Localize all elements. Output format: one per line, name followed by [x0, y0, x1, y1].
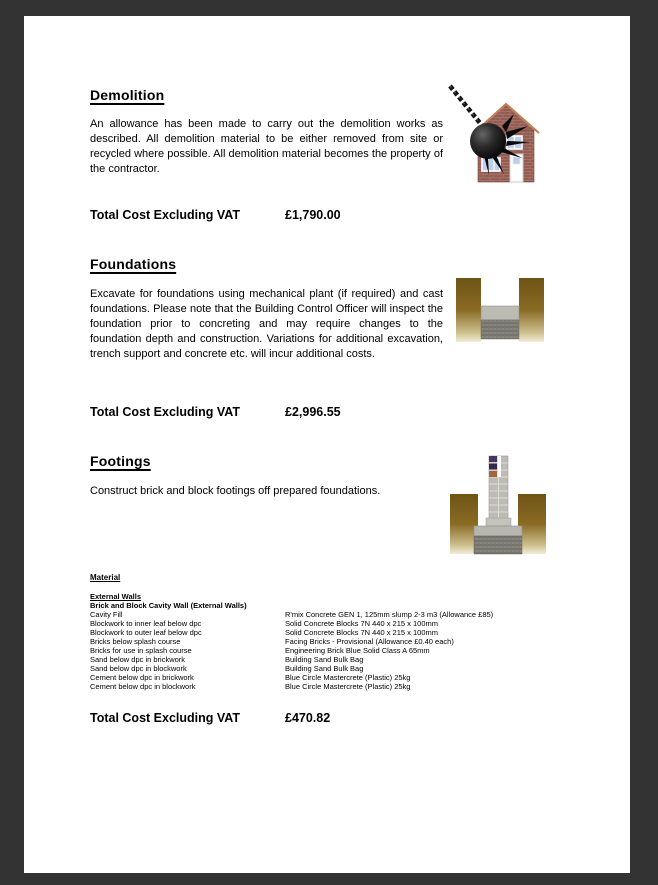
- total-label: Total Cost Excluding VAT: [90, 208, 240, 222]
- section-body-foundations: Excavate for foundations using mechanical plant (if required) and cast foundations. Please note that the Building Control Officer will inspect the foundation prior to concreting and may require changes to the foundation depth and construction. Variations for additional excavation, trench support and concrete etc. will incur additional costs.: [90, 288, 443, 360]
- section-body-footings: Construct brick and block footings off prepared foundations.: [90, 485, 381, 497]
- total-value: £470.82: [285, 711, 331, 725]
- total-label: Total Cost Excluding VAT: [90, 711, 240, 725]
- material-row: [90, 682, 570, 691]
- material-spec: Building Sand Bulk Bag: [285, 664, 364, 673]
- section-heading-footings: Footings: [90, 453, 151, 469]
- total-value: £1,790.00: [285, 208, 341, 222]
- section-heading-demolition: Demolition: [90, 87, 165, 103]
- material-item: Bricks below splash course: [90, 637, 181, 646]
- material-group-heading: External Walls: [90, 592, 141, 601]
- foundation-trench-illustration: [448, 270, 552, 352]
- section-body-demolition: An allowance has been made to carry out the demolition works as described. All demolition material to be either removed from site or recycled where possible. All demolition material becomes the property of the contractor.: [90, 118, 443, 175]
- total-row-footings: [90, 711, 330, 725]
- material-row: [90, 673, 570, 682]
- material-row: [90, 610, 570, 619]
- material-list: [90, 573, 570, 691]
- wrecking-ball-house-illustration: [438, 84, 550, 190]
- material-item: Cement below dpc in blockwork: [90, 682, 196, 691]
- material-row: [90, 664, 570, 673]
- material-spec: Building Sand Bulk Bag: [285, 655, 364, 664]
- material-row: [90, 655, 570, 664]
- material-item: Sand below dpc in brickwork: [90, 655, 186, 664]
- material-spec: Solid Concrete Blocks 7N 440 x 215 x 100mm: [285, 628, 438, 637]
- material-row: [90, 646, 570, 655]
- material-item: Sand below dpc in blockwork: [90, 664, 187, 673]
- material-row: [90, 628, 570, 637]
- material-item: Cement below dpc in brickwork: [90, 673, 194, 682]
- material-heading: Material: [90, 573, 121, 582]
- material-spec: Facing Bricks - Provisional (Allowance £0.40 each): [285, 637, 454, 646]
- total-row-demolition: [90, 208, 341, 222]
- material-item: Blockwork to inner leaf below dpc: [90, 619, 202, 628]
- material-spec: Blue Circle Mastercrete (Plastic) 25kg: [285, 682, 411, 691]
- material-item: Cavity Fill: [90, 610, 123, 619]
- material-spec: Engineering Brick Blue Solid Class A 65mm: [285, 646, 430, 655]
- material-spec: Solid Concrete Blocks 7N 440 x 215 x 100mm: [285, 619, 438, 628]
- total-label: Total Cost Excluding VAT: [90, 405, 240, 419]
- material-subheading: Brick and Block Cavity Wall (External Walls): [90, 601, 247, 610]
- total-row-foundations: [90, 405, 341, 419]
- material-spec: R'mix Concrete GEN 1, 125mm slump 2-3 m3 (Allowance £85): [285, 610, 494, 619]
- material-item: Bricks for use in splash course: [90, 646, 192, 655]
- material-item: Blockwork to outer leaf below dpc: [90, 628, 202, 637]
- document-page: [24, 16, 630, 873]
- material-spec: Blue Circle Mastercrete (Plastic) 25kg: [285, 673, 411, 682]
- total-value: £2,996.55: [285, 405, 341, 419]
- material-row: [90, 619, 570, 628]
- material-row: [90, 637, 570, 646]
- section-heading-foundations: Foundations: [90, 256, 177, 272]
- footings-wall-illustration: [446, 448, 550, 562]
